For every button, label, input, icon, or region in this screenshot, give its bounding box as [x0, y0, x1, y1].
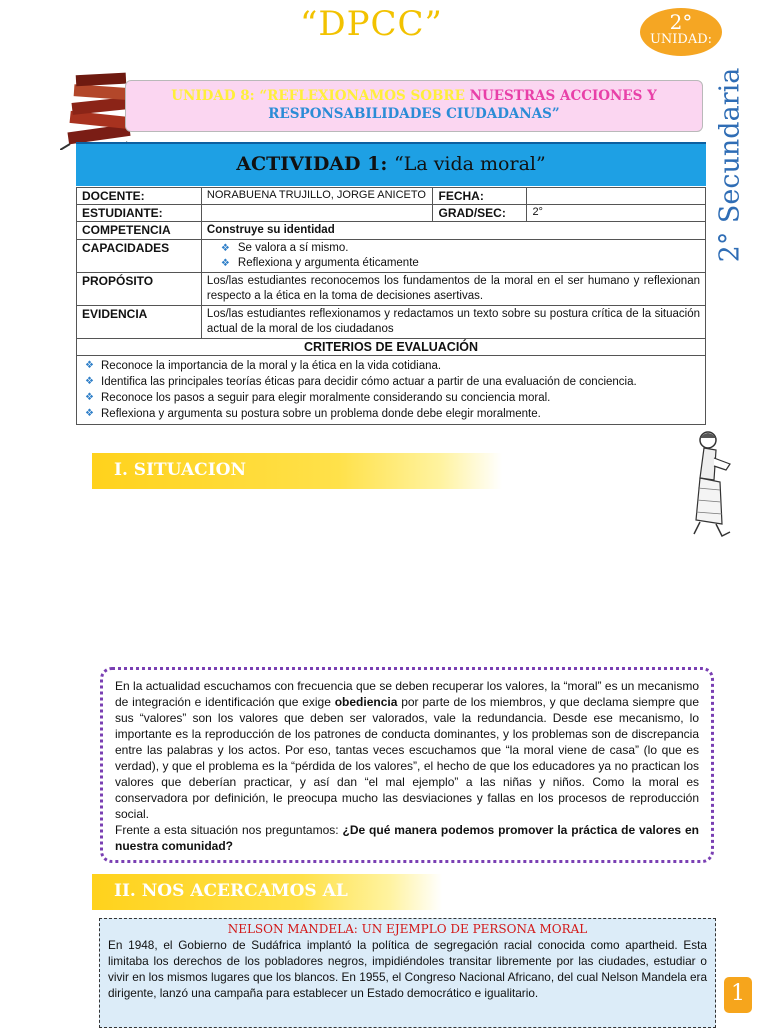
- criteria-text: Identifica las principales teorías éticas para decidir cómo actuar a partir de una evaluación de conciencia.: [101, 376, 637, 388]
- activity-label: ACTIVIDAD 1:: [236, 153, 388, 175]
- activity-name: “La vida moral”: [394, 153, 546, 175]
- criteria-text: Reconoce los pasos a seguir para elegir moralmente considerando su conciencia moral.: [101, 392, 551, 404]
- question-lead: Frente a esta situación nos preguntamos:: [115, 823, 343, 837]
- reading-person-illustration: [686, 428, 746, 540]
- grade-badge-grade: 2°: [669, 10, 693, 34]
- criteria-heading: CRITERIOS DE EVALUACIÓN: [77, 339, 706, 356]
- question-text: ¿De qué manera podemos promover la práctica de valores en nuestra comunidad?: [115, 823, 699, 853]
- diamond-bullet-icon: ❖: [220, 243, 230, 254]
- activity-banner: [76, 142, 706, 186]
- table-row: [77, 306, 706, 339]
- section-situacion-banner: I. SITUACION: [92, 453, 502, 489]
- estudiante-value[interactable]: [201, 205, 433, 222]
- criteria-list: [83, 358, 699, 422]
- criteria-item: [83, 374, 699, 390]
- grade-badge: [640, 8, 722, 56]
- grado-value: 2°: [527, 205, 706, 222]
- capacidades-label: CAPACIDADES: [77, 240, 202, 273]
- fecha-label: FECHA:: [433, 188, 527, 205]
- diamond-bullet-icon: ❖: [85, 376, 94, 387]
- grado-label: GRAD/SEC:: [433, 205, 527, 222]
- page-number: 1: [724, 977, 752, 1013]
- table-row: [77, 222, 706, 240]
- unit-title-part1: UNIDAD 8: “REFLEXIONAMOS SOBRE: [171, 88, 465, 104]
- mandela-title: NELSON MANDELA: UN EJEMPLO DE PERSONA MORAL: [227, 922, 588, 936]
- docente-label: DOCENTE:: [77, 188, 202, 205]
- unit-title-part3: RESPONSABILIDADES CIUDADANAS”: [268, 106, 560, 122]
- proposito-label: PROPÓSITO: [77, 273, 202, 306]
- criteria-item: [83, 406, 699, 422]
- criteria-item: [83, 358, 699, 374]
- diamond-bullet-icon: ❖: [85, 392, 94, 403]
- capacidades-value: [201, 240, 705, 273]
- criteria-cell: [77, 356, 706, 425]
- situation-question: [115, 822, 699, 854]
- mandela-reading-box: [99, 918, 716, 1028]
- mandela-text: En 1948, el Gobierno de Sudáfrica implantó la política de segregación racial conocida como apartheid. Esta limitaba los derechos de los pobladores negros, impidiéndoles transitar libremente por las ciudades, estudiar o vivir en los mismos lugares que los blancos. En 1955, el Congreso Nacional Africano, del cual Nelson Mandela era dirigente, lanzó una campaña para establecer un Estado democrático e igualitario.: [108, 938, 707, 1000]
- fecha-value[interactable]: [527, 188, 706, 205]
- vertical-grade-text: 2° Secundaria: [714, 67, 746, 263]
- document-title: “DPCC”: [300, 4, 443, 44]
- table-row: [77, 273, 706, 306]
- unit-title-part2: NUESTRAS ACCIONES Y: [469, 88, 657, 104]
- situation-box: [100, 667, 714, 863]
- table-row: [77, 205, 706, 222]
- criteria-item: [83, 390, 699, 406]
- diamond-bullet-icon: ❖: [85, 360, 94, 371]
- criteria-text: Reflexiona y argumenta su postura sobre un problema donde debe elegir moralmente.: [101, 408, 541, 420]
- docente-value: NORABUENA TRUJILLO, JORGE ANICETO: [201, 188, 433, 205]
- capacidad-item: Reflexiona y argumenta éticamente: [237, 257, 419, 269]
- evidencia-label: EVIDENCIA: [77, 306, 202, 339]
- section-acercamos-banner: II. NOS ACERCAMOS AL: [92, 874, 442, 910]
- vertical-grade-title: [700, 67, 760, 263]
- table-row: [77, 356, 706, 425]
- competencia-value: Construye su identidad: [201, 222, 705, 240]
- table-row: [77, 188, 706, 205]
- table-row: [77, 339, 706, 356]
- criteria-text: Reconoce la importancia de la moral y la ética en la vida cotidiana.: [101, 360, 442, 372]
- estudiante-label: ESTUDIANTE:: [77, 205, 202, 222]
- diamond-bullet-icon: ❖: [85, 408, 94, 419]
- diamond-bullet-icon: ❖: [220, 258, 230, 269]
- capacidad-item: Se valora a sí mismo.: [237, 242, 349, 254]
- grade-badge-unit: UNIDAD:: [649, 32, 713, 47]
- evidencia-value: Los/las estudiantes reflexionamos y redactamos un texto sobre su postura crítica de la situación actual de la moral de los ciudadanos: [201, 306, 705, 339]
- table-row: [77, 240, 706, 273]
- situation-text: [115, 678, 699, 822]
- unit-banner: [125, 80, 703, 132]
- competencia-label: COMPETENCIA: [77, 222, 202, 240]
- proposito-value: Los/las estudiantes reconocemos los fundamentos de la moral en el ser humano y reflexionan respecto a la ética en la toma de decisiones asertivas.: [201, 273, 705, 306]
- situation-bold-word: obediencia: [334, 695, 398, 709]
- activity-info-table: [76, 187, 706, 425]
- situation-text-b: por parte de los miembros, y que declama siempre que sus “valores” son los valores que deben ser valorados, vale la redundancia. Desde ese mecanismo, lo importante es la reproducción de los patrones de conducta dominantes, y los problemas son de discrepancia entre las palabras y los actos. Por eso, tantas veces escuchamos que “la moral viene de casa” (lo que es verdad), y que el problema es la “pérdida de los valores”, el hecho de que los educadores ya no practican los valores que deberían practicar, y así dan “el mal ejemplo” a las niñas y niños. Como la moral es conservadora por definición, le preocupa mucho las desviaciones y fallas en los procesos de reproducción social.: [115, 695, 699, 821]
- situation-text-a: En la actualidad escuchamos con frecuencia que se deben recuperar los valores, la “moral” es un mecanismo de integración e identificación que exige: [115, 679, 699, 709]
